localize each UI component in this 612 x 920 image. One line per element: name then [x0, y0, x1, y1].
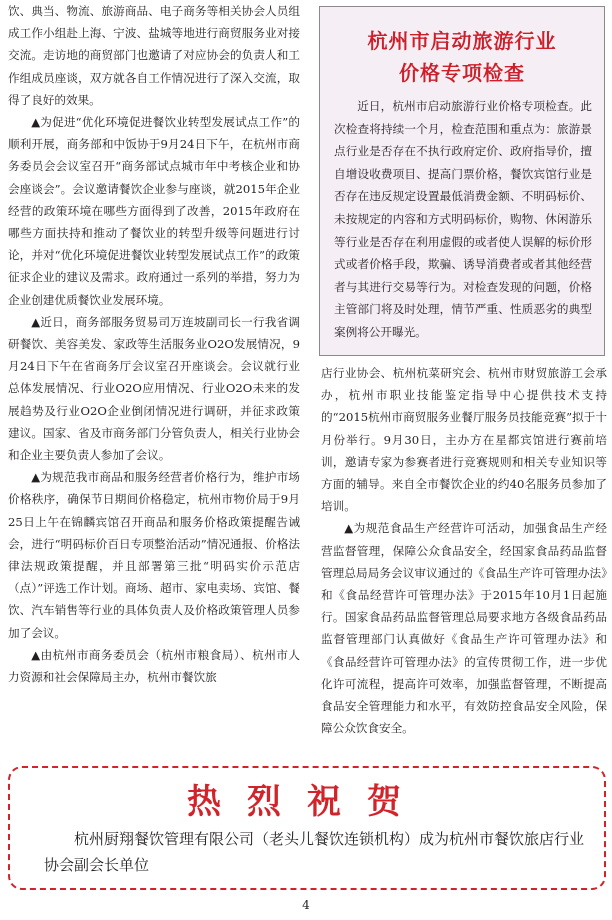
news-paragraph: ▲近日，商务部服务贸易司万连坡副司长一行我省调研餐饮、美容美发、家政等生活服务业O2O发展情况，9月24日下午在省商务厅会议室召开座谈会。会议就行业总体发展情况、行业O2O应用情况、行业O2O未来的发展趋势及行业O2O企业倒闭情况进行调研，并征求政策建议。国家、省及市商务部门分管负责人，相关行业协会和企业主要负责人参加了会议。: [8, 314, 300, 463]
right-news-column: [321, 362, 607, 739]
page-number: 4: [302, 898, 310, 912]
notice-body: 近日，杭州市启动旅游行业价格专项检查。此次检查将持续一个月，检查范围和重点为：旅游景点行业是否存在不执行政府定价、政府指导价，擅自增设收费项目、提高门票价格，餐饮宾馆行业是否存在违反规定设置最低消费金额、不明码标价、未按规定的内容和方式明码标价，购物、休闲游乐等行业是否存在利用虚假的或者使人误解的标价形式或者价格手段，欺骗、诱导消费者或者其他经营者与其进行交易等行为。对检查发现的问题，价格主管部门将及时处理，情节严重、性质恶劣的典型案例将公开曝光。: [334, 99, 592, 339]
left-news-column: [8, 0, 300, 688]
notice-title-line-1: 杭州市启动旅游行业: [367, 29, 557, 53]
news-paragraph: ▲为规范我市商品和服务经营者价格行为，维护市场价格秩序，确保节日期间价格稳定，杭州市物价局于9月25日上午在锦麟宾馆召开商品和服务价格政策提醒告诫会，进行“明码标价百日专项整治活动”情况通报、价格法律法规政策提醒，并且部署第三批“明码实价示范店（点）”评选工作计划。商场、超市、家电卖场、宾馆、餐饮、汽车销售等行业的具体负责人及价格政策管理人员参加了会议。: [8, 470, 300, 640]
notice-title-line-2: 价格专项检查: [399, 61, 525, 85]
price-inspection-notice-box: [319, 6, 605, 356]
news-paragraph: 饮、典当、物流、旅游商品、电子商务等相关协会人员组成工作小组赴上海、宁波、盐城等地进行商贸服务业对接交流。走访地的商贸部门也邀请了对应协会的负责人和工作组成员座谈，双方就各自工作情况进行了深入交流，取得了良好的效果。: [8, 4, 300, 107]
news-paragraph: ▲为促进“优化环境促进餐饮业转型发展试点工作”的顺利开展，商务部和中饭协于9月24日下午，在杭州市商务委员会会议室召开“商务部试点城市年中考核企业和协会座谈会”。会议邀请餐饮企业参与座谈，就2015年企业经营的政策环境在哪些方面得到了改善，2015年政府在哪些方面扶持和推动了餐饮业的转型升级等问题进行讨论，并对“优化环境促进餐饮业转型发展试点工作”的政策征求企业的建议及需求。政府通过一系列的举措，努力为企业创建优质餐饮业发展环境。: [8, 115, 300, 307]
news-paragraph: ▲由杭州市商务委员会（杭州市粮食局）、杭州市人力资源和社会保障局主办，杭州市餐饮旅: [8, 647, 300, 685]
congratulations-title: 热烈祝贺: [187, 782, 427, 822]
congratulations-text: 杭州厨翔餐饮管理有限公司（老头儿餐饮连锁机构）成为杭州市餐饮旅店行业协会副会长单位: [44, 830, 585, 874]
congratulations-banner: [8, 766, 606, 890]
news-paragraph: ▲为规范食品生产经营许可活动，加强食品生产经营监督管理，保障公众食品安全，经国家食品药品监督管理总局局务会议审议通过的《食品生产许可管理办法》和《食品经营许可管理办法》于2015年10月1日起施行。国家食品药品监督管理总局要求地方各级食品药品监督管理部门认真做好《食品生产许可管理办法》和《食品经营许可管理办法》的宣传贯彻工作，进一步优化许可流程，提高许可效率，加强监督管理，不断提高食品安全管理能力和水平，有效防控食品安全风险，保障公众饮食安全。: [321, 521, 607, 736]
news-paragraph: 店行业协会、杭州杭菜研究会、杭州市财贸旅游工会承办，杭州市职业技能鉴定指导中心提供技术支持的“2015杭州市商贸服务业餐厅服务员技能竞赛”拟于十月份举行。9月30日，主办方在星都宾馆进行赛前培训，邀请专家为参赛者进行竞赛规则和相关专业知识等方面的辅导。来自全市餐饮企业的约40名服务员参加了培训。: [321, 366, 607, 514]
